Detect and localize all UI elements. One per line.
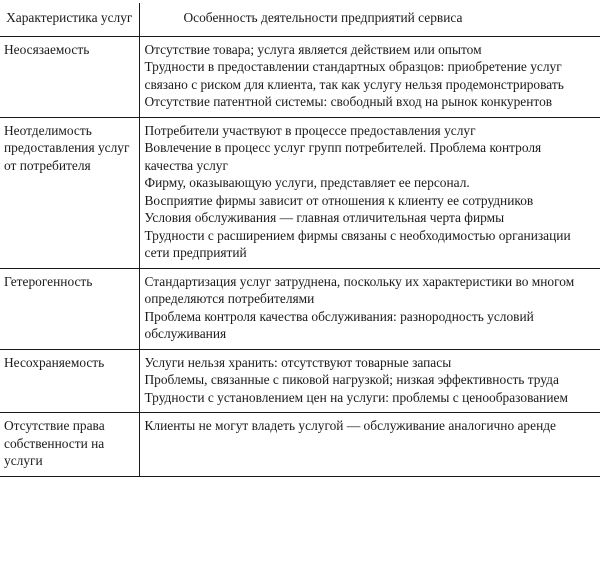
table-row-perishability	[0, 349, 600, 413]
feature-item: Трудности с установлением цен на услуги: проблемы с ценообразованием	[144, 389, 568, 405]
feature-item: Фирму, оказывающую услуги, представляет ее персонал.	[144, 175, 470, 190]
row-label: Неосязаемость	[0, 36, 139, 117]
feature-item: Услуги нельзя хранить: отсутствуют товарные запасы	[144, 354, 452, 370]
table-row-intangibility	[0, 36, 600, 117]
row-label: Неотделимость предоставления услуг от потребителя	[0, 117, 139, 268]
row-features	[139, 117, 600, 268]
feature-item: Трудности с расширением фирмы связаны с необходимостью организации сети предприятий	[144, 227, 571, 260]
feature-item: Отсутствие патентной системы: свободный вход на рынок конкурентов	[144, 94, 553, 109]
table-header	[0, 3, 600, 36]
header-row	[0, 3, 600, 36]
header-characteristic: Характеристика услуг	[0, 3, 139, 36]
header-feature: Особенность деятельности предприятий сервиса	[139, 3, 600, 36]
feature-item: Трудности в предоставлении стандартных образцов: приобретение услуг связано с риском для клиента, так как услугу нельзя продемонстрировать	[144, 59, 564, 92]
table-row-heterogeneity	[0, 268, 600, 349]
row-features	[139, 36, 600, 117]
feature-item: Проблема контроля качества обслуживания: разнородность условий обслуживания	[144, 308, 534, 341]
table-row-no-ownership	[0, 413, 600, 477]
row-label: Несохраняемость	[0, 349, 139, 413]
feature-item: Отсутствие товара; услуга является действием или опытом	[144, 41, 482, 57]
service-characteristics-table	[0, 3, 600, 477]
feature-item: Проблемы, связанные с пиковой нагрузкой; низкая эффективность труда	[144, 372, 559, 387]
feature-item: Вовлечение в процесс услуг групп потребителей. Проблема контроля качества услуг	[144, 140, 542, 173]
table-body	[0, 36, 600, 476]
row-features	[139, 413, 600, 477]
feature-item: Условия обслуживания — главная отличительная черта фирмы	[144, 210, 505, 225]
feature-item: Потребители участвуют в процессе предоставления услуг	[144, 122, 476, 138]
feature-item: Стандартизация услуг затруднена, поскольку их характеристики во многом определяются потребителями	[144, 273, 575, 306]
feature-item: Восприятие фирмы зависит от отношения к клиенту ее сотрудников	[144, 192, 534, 208]
row-features	[139, 349, 600, 413]
row-label: Отсутствие права собственности на услуги	[0, 413, 139, 477]
row-features	[139, 268, 600, 349]
feature-item: Клиенты не могут владеть услугой — обслуживание аналогично аренде	[144, 418, 556, 433]
row-label: Гетерогенность	[0, 268, 139, 349]
table-row-inseparability	[0, 117, 600, 268]
